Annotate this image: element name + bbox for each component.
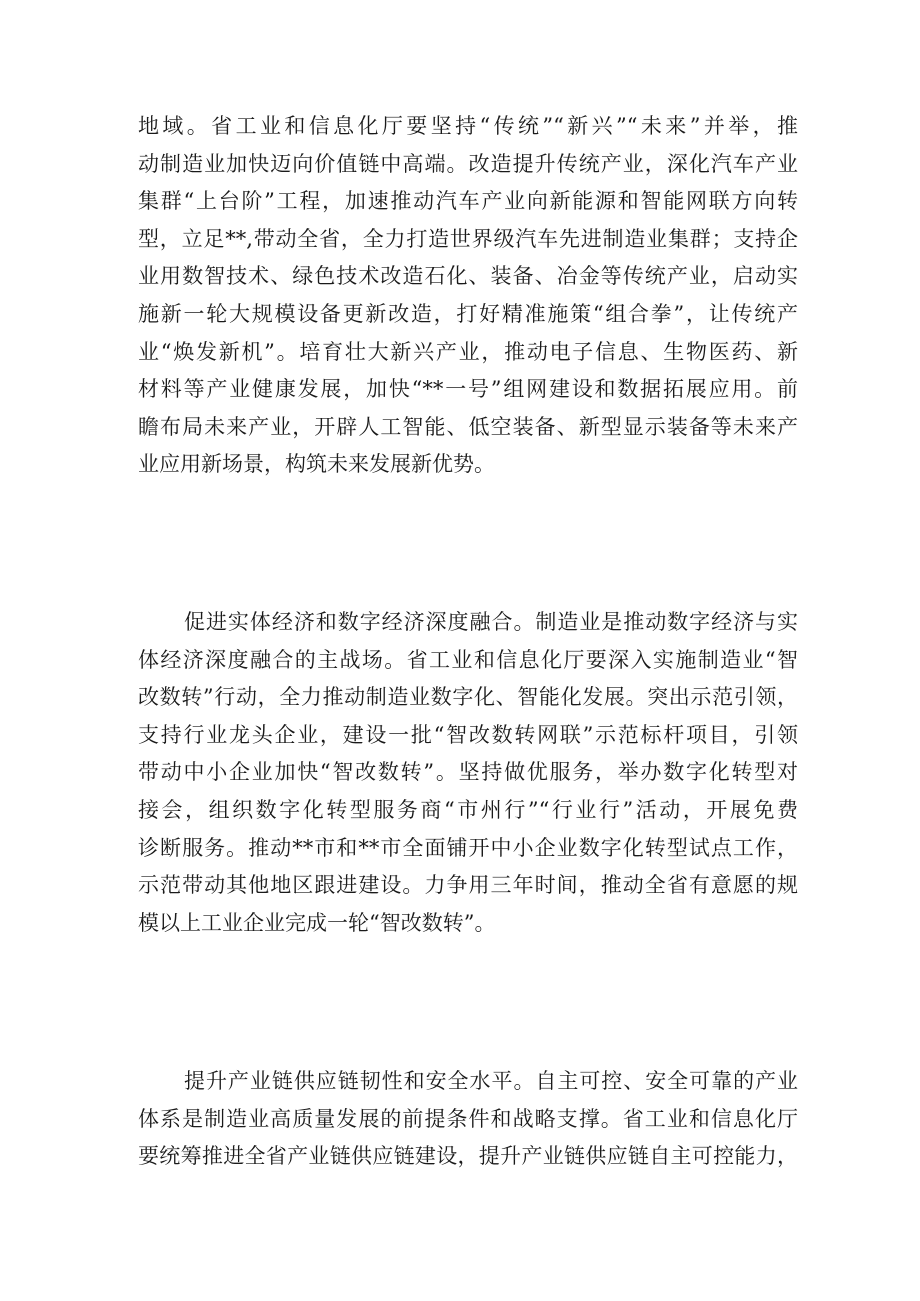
text-line: 支持行业龙头企业，建设一批“智改数转网联”示范标杆项目，引领	[138, 722, 798, 747]
text-line: 型，立足**,带动全省，全力打造世界级汽车先进制造业集群；支持企	[138, 226, 798, 251]
paragraph-1	[138, 108, 798, 484]
text-line: 带动中小企业加快“智改数转”。坚持做优服务，举办数字化转型对	[138, 760, 798, 785]
text-line: 体经济深度融合的主战场。省工业和信息化厅要深入实施制造业“智	[138, 647, 798, 672]
text-line: 接会，组织数字化转型服务商“市州行”“行业行”活动，开展免费	[138, 797, 798, 822]
text-line: 业用数智技术、绿色技术改造石化、装备、冶金等传统产业，启动实	[138, 264, 798, 289]
text-line: 动制造业加快迈向价值链中高端。改造提升传统产业，深化汽车产业	[138, 151, 798, 176]
text-line: 业“焕发新机”。培育壮大新兴产业，推动电子信息、生物医药、新	[138, 339, 798, 364]
text-line: 模以上工业企业完成一轮“智改数转”。	[138, 910, 496, 935]
paragraph-2	[138, 604, 798, 942]
text-line: 示范带动其他地区跟进建设。力争用三年时间，推动全省有意愿的规	[138, 873, 798, 898]
text-line: 地域。省工业和信息化厅要坚持“传统”“新兴”“未来”并举，推	[138, 114, 798, 138]
text-line: 改数转”行动，全力推动制造业数字化、智能化发展。突出示范引领，	[138, 685, 798, 710]
text-line: 施新一轮大规模设备更新改造，打好精准施策“组合拳”，让传统产	[138, 301, 798, 326]
text-line: 集群“上台阶”工程，加速推动汽车产业向新能源和智能网联方向转	[138, 189, 798, 214]
paragraph-3	[138, 1063, 798, 1176]
text-line: 促进实体经济和数字经济深度融合。制造业是推动数字经济与实	[184, 610, 798, 634]
text-line: 要统筹推进全省产业链供应链建设，提升产业链供应链自主可控能力，	[138, 1144, 798, 1169]
text-line: 业应用新场景，构筑未来发展新优势。	[138, 452, 495, 477]
text-line: 材料等产业健康发展，加快“**一号”组网建设和数据拓展应用。前	[138, 377, 798, 402]
text-line: 诊断服务。推动**市和**市全面铺开中小企业数字化转型试点工作，	[138, 835, 798, 860]
text-line: 提升产业链供应链韧性和安全水平。自主可控、安全可靠的产业	[184, 1069, 798, 1093]
text-line: 体系是制造业高质量发展的前提条件和战略支撑。省工业和信息化厅	[138, 1106, 798, 1131]
text-line: 瞻布局未来产业，开辟人工智能、低空装备、新型显示装备等未来产	[138, 414, 798, 439]
